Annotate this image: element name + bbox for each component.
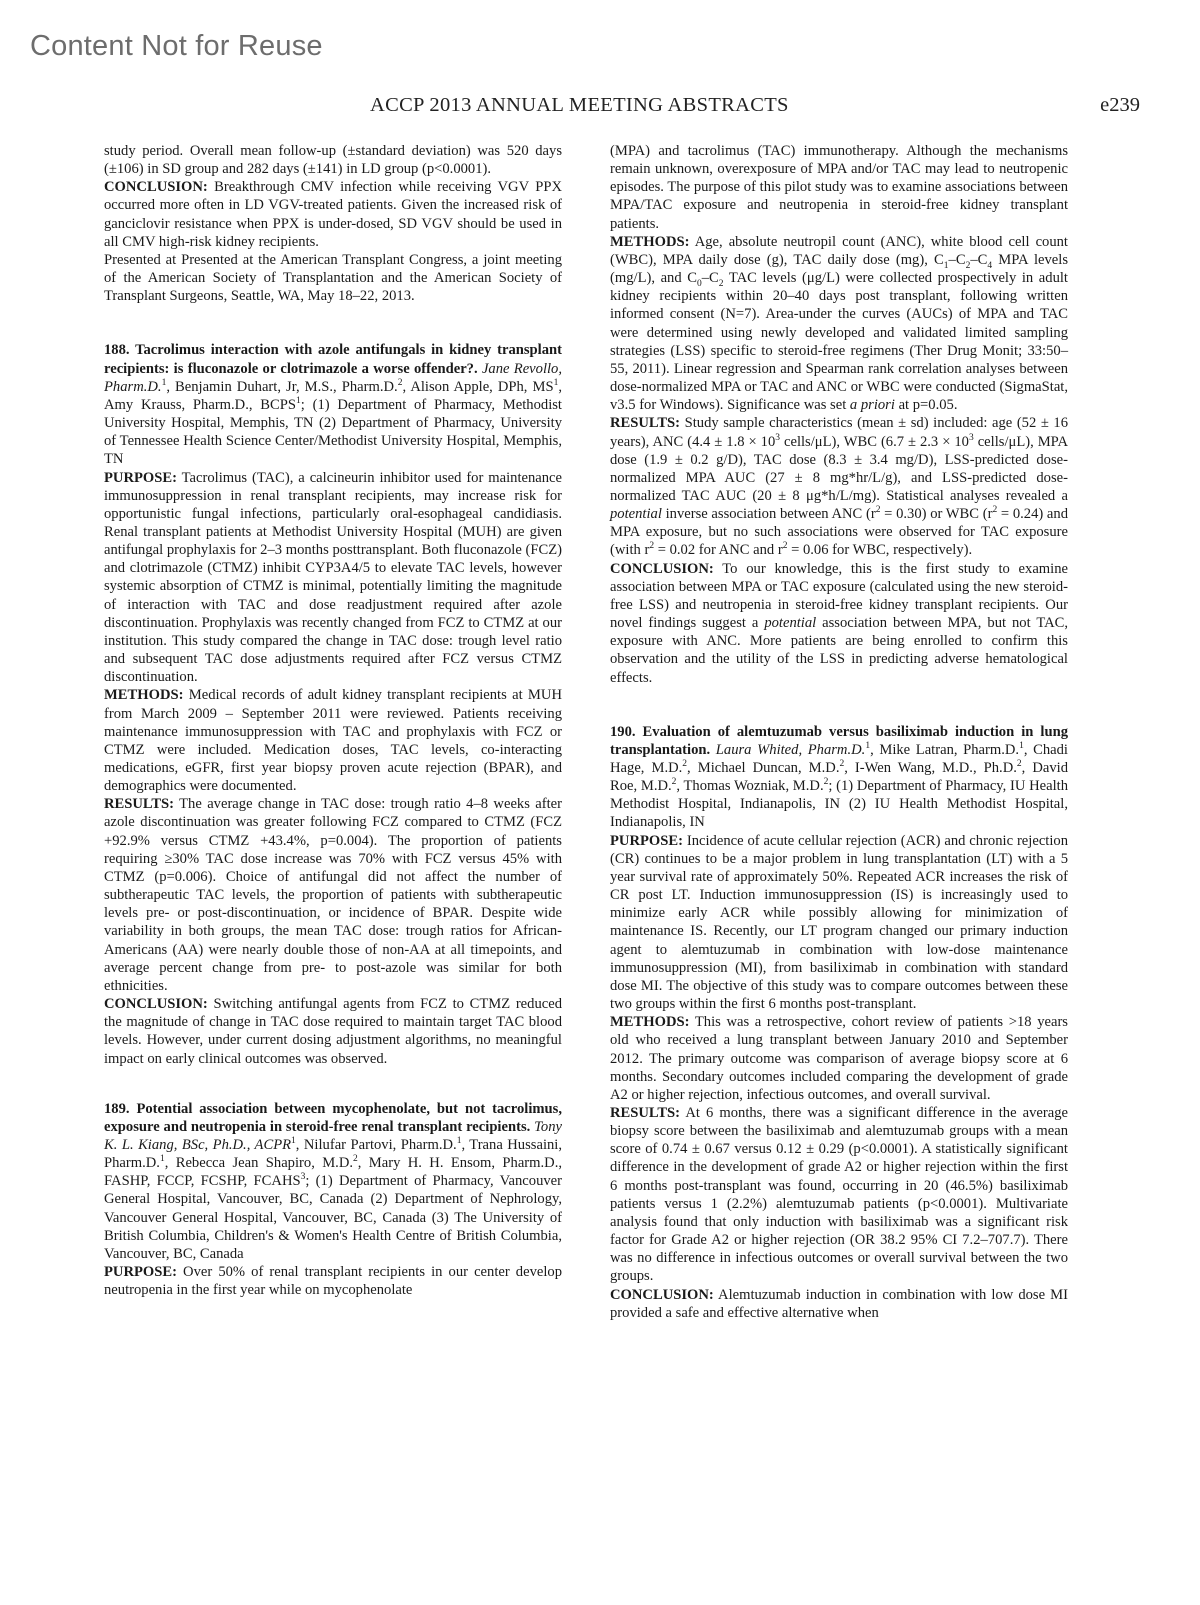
abstract-188-methods: METHODS: Medical records of adult kidney transplant recipients at MUH from March 2009 – September 2011 were reviewed. Patients receiving maintenance immunosuppression with TAC and prophylaxis with FCZ or CTMZ were included. Medication doses, TAC levels, co-interacting medications, eGFR, first year biopsy proven acute rejection (BPAR), and demographics were documented. — [104, 687, 562, 795]
watermark: Content Not for Reuse — [30, 30, 323, 62]
left-column — [104, 142, 562, 1299]
affiliations: ; (1) Department of Pharmacy, IU Health Methodist Hospital, Indianapolis, IN (2) IU Health Methodist Hospital, Indianapolis, IN — [610, 778, 1068, 831]
continued-text: study period. Overall mean follow-up (±standard deviation) was 520 days (±106) in SD group and 282 days (±141) in LD group (p<0.0001). — [104, 143, 562, 178]
abstract-188-heading: 188. Tacrolimus interaction with azole antifungals in kidney transplant recipients: is fluconazole or clotrimazole a worse offender?. Jane Revollo, Pharm.D.$^1$, Benjamin Duhart, Jr, M.S., Pharm.D.$^2$, Alison Apple, DPh, $MS^1$, Amy Krauss, Pharm.D., BCPS$^1$; (1) Department of Pharmacy, Methodist University Hospital, Memphis, TN (2) Department of Pharmacy, University of Tennessee Health Science Center/Methodist University Hospital, Memphis, TN — [104, 342, 563, 468]
first-author: Jane Revollo, Pharm.D. — [104, 360, 563, 395]
abstract-title: 189. Potential association between mycophenolate, but not tacrolimus, exposure and neutropenia in steroid-free renal transplant recipients. — [104, 1100, 562, 1135]
abstract-190-conclusion: CONCLUSION: Alemtuzumab induction in combination with low dose MI provided a safe and effective alternative when — [610, 1286, 1068, 1321]
presented-note: Presented at Presented at the American Transplant Congress, a joint meeting of the American Society of Transplantation and the American Society of Transplant Surgeons, Seattle, WA, May 18–22, 2013. — [104, 251, 562, 305]
affiliations: ; (1) Department of Pharmacy, Methodist University Hospital, Memphis, TN (2) Department of Pharmacy, University of Tennessee Health Science Center/Methodist University Hospital, Memphis, TN — [104, 396, 562, 468]
abstract-188-purpose: PURPOSE: Tacrolimus (TAC), a calcineurin inhibitor used for maintenance immunosuppression in renal transplant recipients, may increase risk for opportunistic fungal infections, particularly oral-esophageal candidiasis. Renal transplant patients at Methodist University Hospital (MUH) are given antifungal prophylaxis for 2–3 months posttransplant. Both fluconazole (FCZ) and clotrimazole (CTMZ) inhibit CYP3A4/5 to elevate TAC levels, however systemic absorption of CTMZ is minimal, potentially limiting the magnitude of interaction with TAC and dose readjustment required after azole discontinuation. Prophylaxis was recently changed from FCZ to CTMZ at our institution. This study compared the change in TAC dose: trough level ratio and subsequent TAC dose adjustments required after FCZ versus CTMZ discontinuation. — [104, 469, 562, 686]
abstract-title: 190. Evaluation of alemtuzumab versus basiliximab induction in lung transplantation. — [610, 723, 1068, 758]
abstract-190-results: RESULTS: At 6 months, there was a significant difference in the average biopsy score between the basiliximab and alemtuzumab groups with a mean score of 0.74 ± 0.67 versus 0.12 ± 0.29 (p<0.0001). A statistically significant difference in the development of grade A2 or higher rejection within the first 6 months post-transplant was found, occurring in 20 (46.5%) basiliximab patients versus 1 (2.2%) alemtuzumab patients (p<0.0001). Multivariate analysis found that only induction with basiliximab was a significant risk factor for Grade A2 or higher rejection (OR 38.2 95% CI 7.2–707.7). There was no difference in infectious outcomes or overall survival between the two groups. — [610, 1104, 1068, 1285]
abstract-190-heading: 190. Evaluation of alemtuzumab versus basiliximab induction in lung transplantation. Laura Whited, Pharm.D.$^1$, Mike Latran, Pharm.D.$^1$, Chadi Hage, M.D.$^2$, Michael Duncan, M.D.$^2$, I-Wen Wang, M.D., Ph.D.$^2$, David Roe, M.D.$^2$, Thomas Wozniak, M.D.$^2$; (1) Department of Pharmacy, IU Health Methodist Hospital, Indianapolis, IN (2) IU Health Methodist Hospital, Indianapolis, IN — [610, 723, 1068, 831]
abstract-190-purpose: PURPOSE: Incidence of acute cellular rejection (ACR) and chronic rejection (CR) continues to be a major problem in lung transplantation (LT) with a 5 year survival rate of approximately 50%. Repeated ACR increases the risk of CR post LT. Induction immunosuppression (IS) is increasingly used to minimize early ACR while possibly allowing for minimization of maintenance IS. Recently, our LT program changed our primary induction agent to alemtuzumab in combination with low-dose maintenance immunosuppression (MI), from basiliximab in combination with standard dose MI. The objective of this study was to compare outcomes between these two groups within the first 6 months post-transplant. — [610, 832, 1068, 1013]
abstract-189-results: RESULTS: Study sample characteristics (mean ± sd) included: age (52 ± 16 years), ANC ($4.4 \pm 1.8 \times 10^3$ cells/μL), WBC ($6.7 \pm 2.3 \times 10^3$ cells/μL), MPA dose (1.9 ± 0.2 g/D), TAC dose (8.3 ± 3.4 mg/D), LSS-predicted dose-normalized MPA AUC (27 ± 8 mg*hr/L/g), and LSS-predicted dose-normalized TAC AUC (20 ± 8 μg*h/L/mg). Statistical analyses revealed a potential inverse association between ANC $(r^2 = 0.30)$ or WBC $(r^2 = 0.24)$ and MPA exposure, but no such associations were observed for TAC exposure (with $r^2 = 0.02$ for ANC and $r^2 = 0.06$ for WBC, respectively). — [610, 415, 1068, 559]
abstract-188-conclusion: CONCLUSION: Switching antifungal agents from FCZ to CTMZ reduced the magnitude of change in TAC dose required to maintain target TAC blood levels. However, under current dosing adjustment algorithms, no meaningful impact on early clinical outcomes was observed. — [104, 996, 562, 1067]
continued-conclusion: CONCLUSION: Breakthrough CMV infection while receiving VGV PPX occurred more often in LD VGV-treated patients. Given the increased risk of ganciclovir resistance when PPX is under-dosed, SD VGV should be used in all CMV high-risk kidney recipients. — [104, 179, 562, 250]
abstract-title: 188. Tacrolimus interaction with azole antifungals in kidney transplant recipients: is fluconazole or clotrimazole a worse offender?. — [104, 342, 562, 377]
right-column — [610, 142, 1068, 1322]
affiliations: ; (1) Department of Pharmacy, Vancouver General Hospital, Vancouver, BC, Canada (2) Department of Nephrology, Vancouver General Hospital, Vancouver, BC, Canada (3) The University of British Columbia, Children's & Women's Health Centre of British Columbia, Vancouver, BC, Canada — [104, 1173, 563, 1262]
abstract-189-purpose-continued: (MPA) and tacrolimus (TAC) immunotherapy. Although the mechanisms remain unknown, overexposure of MPA and/or TAC may lead to neutropenic episodes. The purpose of this pilot study was to examine associations between MPA/TAC exposure and neutropenia in steroid-free kidney transplant patients. — [610, 143, 1068, 232]
abstract-190-methods: METHODS: This was a retrospective, cohort review of patients >18 years old who received a lung transplant between January 2010 and September 2012. The primary outcome was comparison of average biopsy score at 6 months. Secondary outcomes included comparing the development of grade A2 or higher rejection, infectious outcomes, and overall survival. — [610, 1014, 1068, 1103]
abstract-189-heading: 189. Potential association between mycophenolate, but not tacrolimus, exposure and neutropenia in steroid-free renal transplant recipients. Tony K. L. Kiang, BSc, Ph.D., ACPR$^1$, Nilufar Partovi, Pharm.D.$^1$, Trana Hussaini, Pharm.D.$^1$, Rebecca Jean Shapiro, M.D.$^2$, Mary H. H. Ensom, Pharm.D., FASHP, FCCP, FCSHP, FCAHS$^3$; (1) Department of Pharmacy, Vancouver General Hospital, Vancouver, BC, Canada (2) Department of Nephrology, Vancouver General Hospital, Vancouver, BC, Canada (3) The University of British Columbia, Children's & Women's Health Centre of British Columbia, Vancouver, BC, Canada — [104, 1100, 563, 1262]
abstract-188-results: RESULTS: The average change in TAC dose: trough ratio 4–8 weeks after azole discontinuation was greater following FCZ compared to CTMZ (FCZ +92.9% versus CTMZ +43.4%, p=0.004). The proportion of patients requiring ≥30% TAC dose increase was 70% with FCZ versus 45% with CTMZ (p=0.006). Choice of antifungal did not affect the number of subtherapeutic TAC levels, the proportion of patients with subtherapeutic levels pre- or post-discontinuation, or incidence of BPAR. Despite wide variability in both groups, the mean TAC dose: trough ratios for African-Americans (AA) were nearly double those of non-AA at all timepoints, and average percent change from pre- to post-azole was similar for both ethnicities. — [104, 796, 562, 994]
abstract-189-purpose: PURPOSE: Over 50% of renal transplant recipients in our center develop neutropenia in the first year while on mycophenolate — [104, 1264, 562, 1299]
first-author: Tony K. L. Kiang, BSc, Ph.D., ACPR — [104, 1118, 562, 1153]
page-number: e239 — [1100, 94, 1140, 116]
abstract-189-conclusion: CONCLUSION: To our knowledge, this is the first study to examine association between MPA or TAC exposure (calculated using the new steroid-free LSS) and neutropenia in steroid-free kidney transplant recipients. Our novel findings suggest a potential association between MPA, but not TAC, exposure with ANC. More patients are being enrolled to confirm this observation and the utility of the LSS in predicting adverse hematological effects. — [610, 560, 1068, 686]
running-head: ACCP 2013 ANNUAL MEETING ABSTRACTS — [370, 94, 789, 116]
first-author: Laura Whited, Pharm.D. — [715, 741, 866, 758]
abstract-189-methods: METHODS: Age, absolute neutropil count (ANC), white blood cell count (WBC), MPA daily dose (g), TAC daily dose (mg), $C_1-C_2-C_4$ MPA levels (mg/L), and $C_0-C_2$ TAC levels (μg/L) were collected prospectively in adult kidney recipients within 20–40 days post transplant, following written informed consent (N=7). Area-under the curves (AUCs) of MPA and TAC were determined using newly developed and validated limited sampling strategies (LSS) specific to steroid-free regimens (Ther Drug Monit; 33:50–55, 2011). Linear regression and Spearman rank correlation analyses between dose-normalized MPA or TAC and ANC or WBC were conducted (SigmaStat, v3.5 for Windows). Significance was set a priori at p=0.05. — [610, 233, 1069, 414]
section-label: CONCLUSION: — [104, 179, 208, 196]
